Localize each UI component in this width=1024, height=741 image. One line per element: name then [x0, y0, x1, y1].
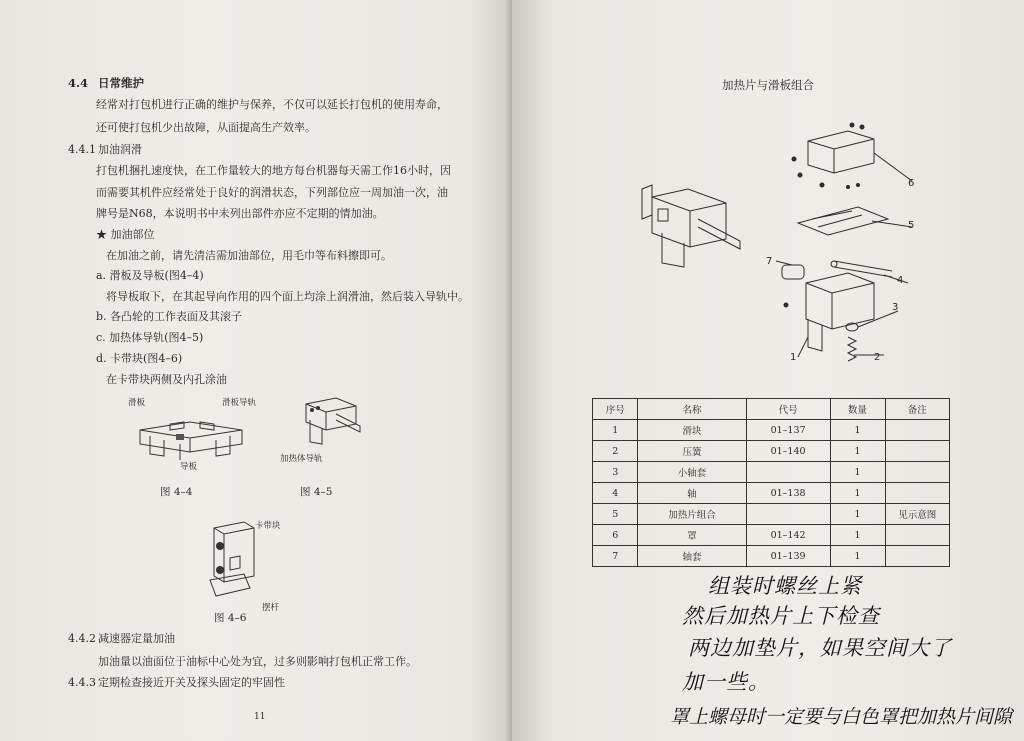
table-cell: 7: [593, 546, 638, 567]
callout-5: 5: [908, 220, 915, 231]
table-cell: [885, 525, 950, 546]
figure-label: 导板: [180, 462, 198, 472]
table-row: [593, 483, 950, 504]
figure-label: 卡带块: [255, 521, 281, 531]
table-cell: 01–142: [746, 525, 830, 546]
paragraph-line: 牌号是N68，本说明书中未列出部件亦应不定期的情加油。: [96, 207, 384, 220]
table-cell: 01–138: [746, 483, 830, 504]
handwritten-note: 然后加热片上下检查: [682, 604, 880, 628]
handwritten-note: 罩上螺母时一定要与白色罩把加热片间隙: [670, 706, 1013, 728]
table-cell: 加热片组合: [638, 504, 746, 525]
handwritten-note: 两边加垫片，如果空间大了: [688, 636, 952, 660]
table-cell: 1: [830, 462, 885, 483]
page-number: 11: [254, 712, 266, 722]
table-cell: [885, 546, 950, 567]
table-cell: 滑块: [638, 420, 746, 441]
callout-1: 1: [790, 352, 797, 363]
list-item: d. 卡带块(图4–6): [96, 352, 183, 365]
table-cell: 01–140: [746, 441, 830, 462]
table-cell: 见示意图: [885, 504, 950, 525]
paragraph-line: 加油量以油面位于油标中心处为宜，过多则影响打包机正常工作。: [98, 655, 417, 668]
table-cell: 1: [830, 525, 885, 546]
table-cell: 01–137: [746, 420, 830, 441]
callout-3: 3: [892, 302, 899, 313]
handwritten-note: 加一些。: [682, 670, 770, 694]
table-row: [593, 504, 950, 525]
paragraph-line: 而需要其机件应经常处于良好的润滑状态，下列部位应一周加油一次，油: [96, 186, 448, 199]
table-cell: 小轴套: [638, 462, 746, 483]
callout-2: 2: [874, 352, 881, 363]
subsection-number: 4.4.2: [68, 632, 96, 645]
subsection-number: 4.4.3: [68, 676, 96, 689]
table-header: 序号: [593, 399, 638, 420]
table-cell: [885, 441, 950, 462]
table-cell: [885, 483, 950, 504]
table-cell: [885, 462, 950, 483]
heater-slide-assembly-diagram: [622, 115, 922, 370]
table-cell: 1: [830, 504, 885, 525]
paragraph-line: 将导板取下，在其起导向作用的四个面上均涂上润滑油，然后装入导轨中。: [106, 290, 469, 303]
table-row: [593, 462, 950, 483]
callout-6: 6: [908, 178, 915, 189]
callout-4: 4: [897, 275, 904, 286]
table-cell: 01–139: [746, 546, 830, 567]
table-cell: [746, 504, 830, 525]
paragraph-line: 在加油之前，请先清洁需加油部位，用毛巾等布料擦即可。: [106, 249, 392, 262]
table-row: [593, 546, 950, 567]
table-cell: 罩: [638, 525, 746, 546]
figure-caption: 图 4–5: [300, 486, 333, 498]
callout-7: 7: [766, 256, 773, 267]
paragraph-line: 在卡带块两侧及内孔涂油: [106, 373, 227, 386]
figure-caption: 图 4–6: [214, 612, 247, 624]
figure-label: 摆杆: [262, 603, 280, 613]
list-heading: ★ 加油部位: [96, 228, 155, 241]
table-cell: 2: [593, 441, 638, 462]
subsection-title: 减速器定量加油: [98, 632, 175, 645]
table-row: [593, 420, 950, 441]
section-title: 日常维护: [98, 76, 144, 90]
table-cell: 5: [593, 504, 638, 525]
figure-4-6-strap-block: [200, 518, 270, 608]
figure-label: 滑板: [128, 398, 146, 408]
handwritten-note: 组装时螺丝上紧: [708, 574, 862, 598]
figure-label: 滑板导轨: [222, 398, 257, 408]
list-item: b. 各凸轮的工作表面及其滚子: [96, 310, 243, 323]
table-header: 数量: [830, 399, 885, 420]
table-cell: 1: [830, 420, 885, 441]
table-cell: 轴: [638, 483, 746, 504]
paragraph-line: 经常对打包机进行正确的维护与保养，不仅可以延长打包机的使用寿命，: [96, 98, 448, 111]
subsection-number: 4.4.1: [68, 143, 96, 156]
parts-table: [592, 398, 950, 567]
paragraph-line: 还可使打包机少出故障，从面提高生产效率。: [96, 121, 316, 134]
list-item: a. 滑板及导板(图4–4): [96, 269, 204, 282]
table-cell: 1: [830, 546, 885, 567]
table-header: 备注: [885, 399, 950, 420]
table-header: 名称: [638, 399, 746, 420]
table-cell: 压簧: [638, 441, 746, 462]
table-cell: 1: [593, 420, 638, 441]
subsection-title: 定期检查接近开关及探头固定的牢固性: [98, 676, 285, 689]
figure-label: 加热体导轨: [280, 454, 323, 464]
table-header: 代号: [746, 399, 830, 420]
table-row: [593, 525, 950, 546]
figure-4-5-heater-rail: [296, 390, 366, 452]
table-row: [593, 441, 950, 462]
subsection-title: 加油润滑: [98, 143, 142, 156]
figure-caption: 图 4–4: [160, 486, 193, 498]
diagram-title: 加热片与滑板组合: [722, 78, 814, 92]
table-cell: 3: [593, 462, 638, 483]
section-number: 4.4: [68, 76, 89, 90]
table-cell: 轴套: [638, 546, 746, 567]
table-cell: [885, 420, 950, 441]
table-cell: [746, 462, 830, 483]
paragraph-line: 打包机捆扎速度快，在工作量较大的地方每台机器每天需工作16小时，因: [96, 164, 451, 177]
table-cell: 6: [593, 525, 638, 546]
list-item: c. 加热体导轨(图4–5): [96, 331, 204, 344]
table-cell: 1: [830, 483, 885, 504]
table-cell: 1: [830, 441, 885, 462]
table-cell: 4: [593, 483, 638, 504]
table-header-row: [593, 399, 950, 420]
right-page: [512, 0, 1024, 741]
